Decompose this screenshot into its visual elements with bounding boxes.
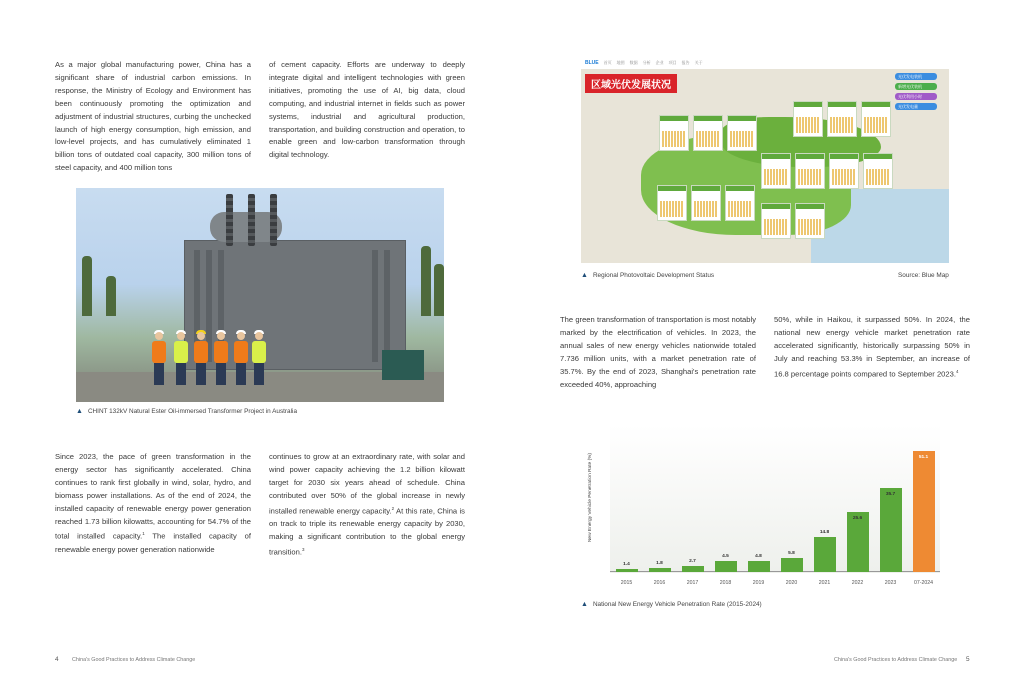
- map-nav-item[interactable]: 关于: [694, 60, 703, 65]
- map-caption-text: Regional Photovoltaic Development Status: [592, 272, 715, 279]
- chart-bar-07-2024: [913, 451, 935, 572]
- photo-caption-text: CHINT 132kV Natural Ester Oil-immersed Transformer Project in Australia: [87, 408, 297, 415]
- map-source: Source: Blue Map: [898, 272, 949, 279]
- left-col2-para1: of cement capacity. Efforts are underway to deeply integrate digital and intelligent technologies with green initiatives, promoting the use of AI, big data, cloud computing, and industrial internet in fields such as power systems, industrial and agricultural production, transportation, and building construction and operation, to enable green and low-carbon transformation through digital technology.: [269, 60, 465, 160]
- chart-data-label-2016: 1.8: [656, 560, 663, 566]
- map-title: 区域光伏发展状况: [585, 74, 677, 93]
- chart-bar-2021: [814, 537, 836, 572]
- nev-penetration-chart: [590, 425, 950, 590]
- chart-data-label-2020: 5.8: [788, 551, 795, 557]
- caption-triangle-icon: ▲: [581, 601, 588, 608]
- transformer-photo: [76, 188, 444, 402]
- chart-caption-text: National New Energy Vehicle Penetration Rate (2015-2024): [592, 601, 762, 608]
- chart-x-tick-2020: 2020: [785, 580, 798, 586]
- left-col1-para2-tail: The installed capacity of renewable energy power generation nationwide: [55, 531, 251, 554]
- chart-x-tick-07-2024: 07-2024: [913, 580, 934, 586]
- chart-x-tick-2022: 2022: [851, 580, 864, 586]
- chart-bar-2017: [682, 566, 704, 572]
- chart-data-label-2017: 2.7: [689, 558, 696, 564]
- chart-data-label-07-2024: 51.1: [918, 455, 929, 461]
- chart-bar-2019: [748, 561, 770, 572]
- chart-bar-2020: [781, 558, 803, 572]
- footnote-ref-2: 2: [391, 505, 395, 511]
- left-col2-para2-text: continues to grow at an extraordinary rate, with solar and wind power capacity achieving the 1.2 billion kilowatt target for 2030 six years ahead of schedule. China contributed over 50% of the global increase in newly installed renewable energy capacity.: [269, 452, 465, 516]
- chart-x-tick-2016: 2016: [653, 580, 666, 586]
- map-nav-item[interactable]: 首页: [603, 60, 612, 65]
- caption-triangle-icon: ▲: [76, 408, 83, 415]
- right-footer: China's Good Practices to Address Climate Change: [834, 657, 958, 663]
- left-page-number: 4: [55, 656, 59, 663]
- right-page-number: 5: [966, 656, 970, 663]
- map-layer-button[interactable]: 光伏利用小时: [895, 93, 937, 100]
- chart-data-label-2015: 1.4: [623, 561, 630, 567]
- map-logo: BLUE: [585, 60, 599, 66]
- map-nav-item[interactable]: 项目: [668, 60, 677, 65]
- chart-bar-2023: [880, 488, 902, 572]
- right-col2-para-text: 50%, while in Haikou, it surpassed 50%. In 2024, the national new energy vehicle market penetration rate accelerated significantly, historically surpassing 50% in July and reaching 53.3% in September, an increase of 16.8 percentage points compared to September 2023.: [774, 315, 970, 379]
- chart-y-axis-label: New Energy Vehicle Penetration Rate (%): [588, 452, 594, 543]
- chart-caption: [581, 601, 762, 608]
- map-nav-item[interactable]: 数据: [629, 60, 638, 65]
- map-layer-button[interactable]: 光伏发电装机: [895, 73, 937, 80]
- map-layer-button[interactable]: 光伏发电量: [895, 103, 937, 110]
- map-nav-item[interactable]: 分析: [642, 60, 651, 65]
- pv-map-screenshot: [581, 57, 949, 263]
- chart-x-tick-2019: 2019: [752, 580, 765, 586]
- map-nav-item[interactable]: 报告: [681, 60, 690, 65]
- chart-data-label-2021: 14.8: [819, 530, 830, 536]
- left-col2-para2-tail: At this rate, China is on track to triple its renewable energy capacity by 2030, making a significant contribution to the global energy transition.: [269, 506, 465, 557]
- chart-x-tick-2017: 2017: [686, 580, 699, 586]
- left-col1-para2-text: Since 2023, the pace of green transformation in the energy sector has significantly accelerated. China continues to rank first globally in wind, solar, hydro, and biomass power installations. As of the end of 2024, the installed capacity of renewable energy power generation reached 1.73 billion kilowatts, accounting for 54.7% of the total installed capacity.: [55, 452, 251, 541]
- right-col2-para: [774, 314, 970, 381]
- chart-x-tick-2021: 2021: [818, 580, 831, 586]
- chart-x-tick-2023: 2023: [884, 580, 897, 586]
- chart-bar-2022: [847, 512, 869, 573]
- right-col1-para: The green transformation of transportation is most notably marked by the electrification of vehicles. In 2023, the annual sales of new energy vehicles nationwide totaled 7.736 million units, with a market penetration rate of 35.7%. By the end of 2023, Shanghai's penetration rate exceeded 40%, approaching: [560, 315, 756, 389]
- chart-bar-2016: [649, 568, 671, 572]
- chart-bar-2015: [616, 569, 638, 572]
- left-col1-para1: As a major global manufacturing power, China has a significant share of industrial carbon emissions. In response, the Ministry of Ecology and Environment has been continuously promoting the optimization and adjustment of industrial structures, curbing the unchecked launch of high energy consumption, high emission, and low-level projects, and has cumulatively eliminated 1 billion tons of outdated coal capacity, 300 million tons of steel capacity, and 400 million tons: [55, 60, 251, 173]
- chart-x-tick-2015: 2015: [620, 580, 633, 586]
- left-footer: China's Good Practices to Address Climate Change: [72, 657, 196, 663]
- photo-caption: [76, 408, 297, 415]
- caption-triangle-icon: ▲: [581, 272, 588, 279]
- map-nav-bar: [581, 57, 949, 69]
- left-col1-para2: [55, 451, 251, 557]
- footnote-ref-4: 4: [955, 368, 959, 374]
- footnote-ref-3: 3: [301, 546, 305, 552]
- chart-x-tick-2018: 2018: [719, 580, 732, 586]
- map-caption: [581, 272, 714, 279]
- chart-data-label-2019: 4.8: [755, 553, 762, 559]
- map-nav-item[interactable]: 地图: [616, 60, 625, 65]
- left-col2-para2: [269, 451, 465, 559]
- footnote-ref-1: 1: [142, 531, 145, 537]
- chart-data-label-2018: 4.5: [722, 554, 729, 560]
- map-layer-button[interactable]: 新增光伏装机: [895, 83, 937, 90]
- map-nav-item[interactable]: 企业: [655, 60, 664, 65]
- chart-bar-2018: [715, 561, 737, 572]
- chart-data-label-2022: 25.6: [852, 515, 863, 521]
- chart-data-label-2023: 35.7: [885, 491, 896, 497]
